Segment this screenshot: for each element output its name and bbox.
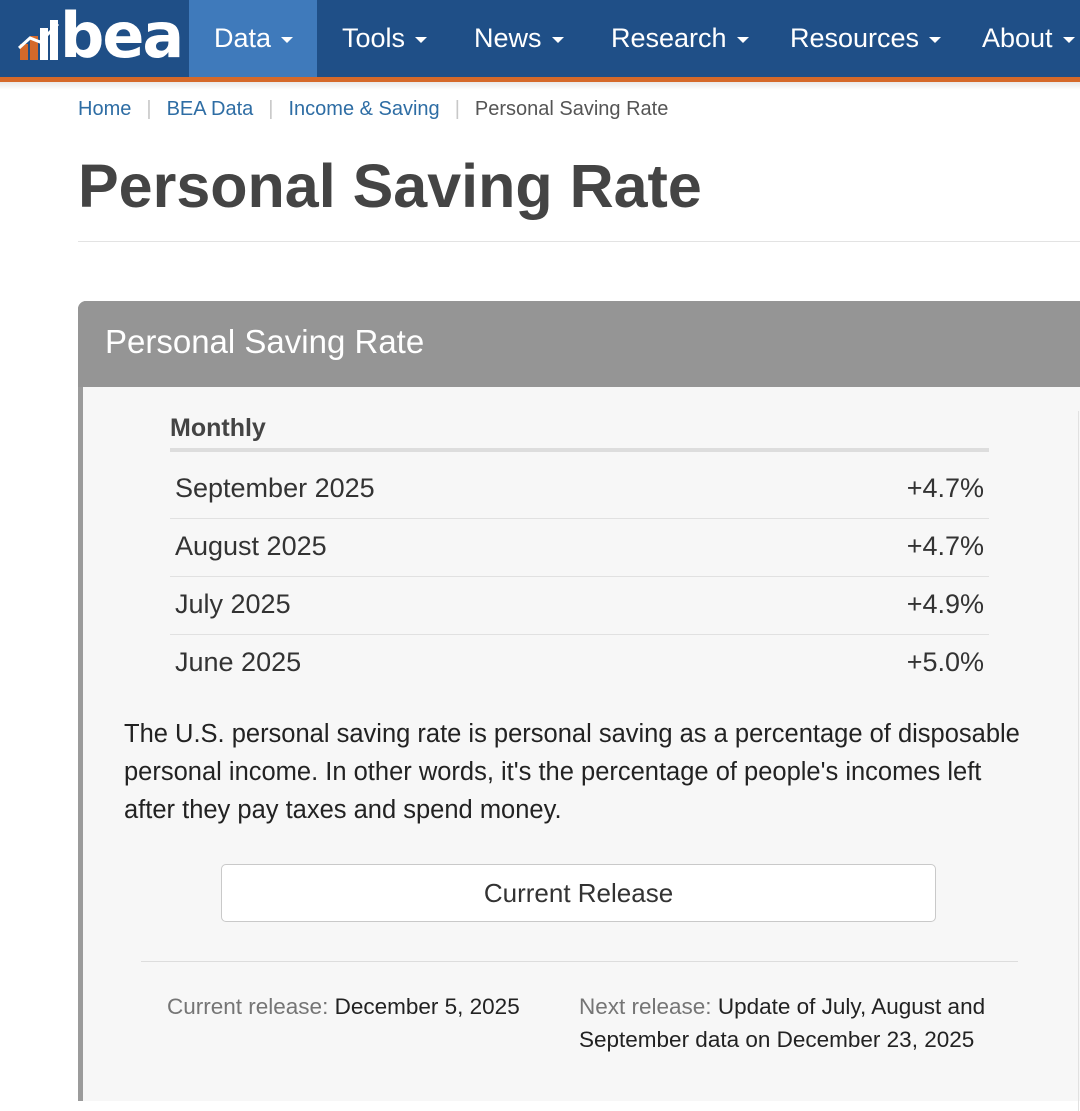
table-row xyxy=(170,635,989,692)
caret-down-icon xyxy=(552,37,564,43)
nav-label: Resources xyxy=(790,23,920,53)
row-value: +4.7% xyxy=(906,531,984,561)
saving-rate-table xyxy=(170,461,989,692)
bea-logo[interactable] xyxy=(18,0,183,72)
table-row xyxy=(170,519,989,577)
next-release-info xyxy=(579,990,1009,1056)
breadcrumb-current: Personal Saving Rate xyxy=(474,97,669,120)
current-release-date: December 5, 2025 xyxy=(334,994,520,1019)
top-navbar xyxy=(0,0,1080,82)
current-release-label: Current release: xyxy=(167,994,329,1019)
nav-shadow xyxy=(0,82,1080,90)
next-release-date: Update of July, August and September data on December 23, 2025 xyxy=(579,994,986,1052)
release-divider xyxy=(141,961,1018,962)
table-heading-rule xyxy=(170,448,989,452)
caret-down-icon xyxy=(737,37,749,43)
nav-label: News xyxy=(474,23,542,53)
caret-down-icon xyxy=(929,37,941,43)
nav-tools[interactable] xyxy=(342,0,427,77)
card-title: Personal Saving Rate xyxy=(105,323,425,360)
caret-down-icon xyxy=(281,37,293,43)
row-period: September 2025 xyxy=(175,473,375,503)
nav-resources[interactable] xyxy=(790,0,941,77)
bea-logo-text: bea xyxy=(60,0,183,72)
breadcrumb-bea-data[interactable]: BEA Data xyxy=(166,97,254,120)
row-period: July 2025 xyxy=(175,589,291,619)
nav-label: Data xyxy=(214,23,272,53)
caret-down-icon xyxy=(415,37,427,43)
row-period: June 2025 xyxy=(175,647,302,677)
row-value: +4.9% xyxy=(906,589,984,619)
saving-rate-card xyxy=(78,301,1080,1101)
breadcrumb-separator: | xyxy=(146,97,152,120)
current-release-button[interactable]: Current Release xyxy=(221,864,936,922)
row-period: August 2025 xyxy=(175,531,327,561)
row-value: +5.0% xyxy=(906,647,984,677)
nav-news[interactable] xyxy=(474,0,564,77)
breadcrumb-separator: | xyxy=(268,97,274,120)
nav-research[interactable] xyxy=(611,0,749,77)
current-release-info xyxy=(167,990,520,1023)
nav-label: Tools xyxy=(342,23,406,53)
breadcrumb xyxy=(78,95,668,123)
card-header xyxy=(78,301,1080,387)
card-inner-divider xyxy=(1078,411,1079,1111)
breadcrumb-separator: | xyxy=(454,97,460,120)
caret-down-icon xyxy=(1063,37,1075,43)
table-heading: Monthly xyxy=(170,414,266,442)
page-title: Personal Saving Rate xyxy=(78,152,702,220)
nav-label: Research xyxy=(611,23,727,53)
row-value: +4.7% xyxy=(906,473,984,503)
breadcrumb-home[interactable]: Home xyxy=(78,97,132,120)
next-release-label: Next release: xyxy=(579,994,712,1019)
breadcrumb-income-saving[interactable]: Income & Saving xyxy=(288,97,440,120)
table-row xyxy=(170,461,989,519)
description-text: The U.S. personal saving rate is personal saving as a percentage of disposable personal income. In other words, it's the percentage of people's incomes left after they pay taxes and spend money. xyxy=(124,720,1020,824)
nav-about[interactable] xyxy=(982,0,1075,77)
title-divider xyxy=(78,241,1080,242)
nav-data[interactable] xyxy=(189,0,317,77)
table-row xyxy=(170,577,989,635)
bea-logo-chart-icon xyxy=(18,18,60,62)
nav-label: About xyxy=(982,23,1053,53)
